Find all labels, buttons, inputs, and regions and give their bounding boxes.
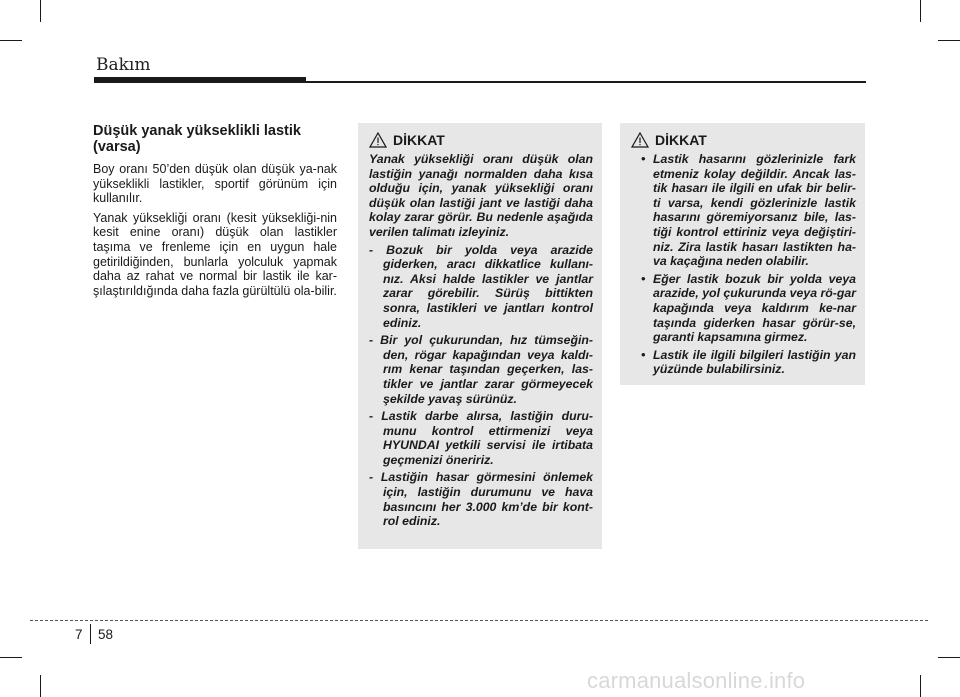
bullet: • [641, 347, 646, 362]
crop-mark [0, 40, 22, 41]
crop-mark [40, 675, 41, 697]
crop-mark [938, 657, 960, 658]
warning-triangle-icon [631, 132, 649, 148]
page-number: 58 [98, 627, 114, 642]
left-column [93, 123, 337, 303]
list-item: - Bozuk bir yolda veya arazide giderken, aracı dikkatlice kullanı-nız. Aksi halde lastikler ve jantlar zarar görebilir. Sürüş bittikten sonra, lastikleri ve jantları kontrol ediniz. [369, 242, 593, 330]
list-item [631, 272, 856, 345]
bullet: • [641, 271, 646, 286]
caution-header [369, 132, 593, 148]
list-item [631, 348, 856, 377]
watermark: carmanualsonline.info [587, 668, 806, 693]
page-number-separator [90, 624, 91, 644]
caution-header [631, 132, 856, 148]
chapter-number: 7 [75, 627, 83, 642]
list-item-text: Eğer lastik bozuk bir yolda veya arazide, yol çukurunda veya rö-gar kapağında veya kaldırım ke-nar taşında giderken hasar görür-se, garanti kapsamına girmez. [653, 271, 856, 345]
footer-rule [30, 620, 928, 621]
caution-title: DİKKAT [393, 132, 445, 148]
caution-box [620, 123, 865, 385]
page-title: Bakım [96, 55, 151, 75]
crop-mark [920, 675, 921, 697]
list-item [631, 152, 856, 269]
caution-list [369, 243, 593, 529]
crop-mark [938, 40, 960, 41]
list-item: - Lastik darbe alırsa, lastiğin duru-munu kontrol ettirmenizi veya HYUNDAI yetkili servisi ile irtibata geçmenizi öneririz. [369, 409, 593, 467]
list-item-text: Lastik hasarını gözlerinizle fark etmeniz kolay değildir. Ancak las-tik hasarı ile ilgili en ufak bir belir-ti varsa, kendi gözlerinizle lastik hasarını göremiyorsanız bile, las-tiği kontrol ettiriniz veya değiştiri-niz. Zira lastik hasarı lastikten ha-va kaçağına neden olabilir. [653, 152, 856, 269]
bullet: • [641, 152, 646, 166]
list-item-text: Lastik ile ilgili bilgileri lastiğin yan yüzünde bulabilirsiniz. [653, 347, 856, 377]
list-item: - Lastiğin hasar görmesini önlemek için, lastiğin durumunu ve hava basıncını her 3.000 km’de bir kont-rol ediniz. [369, 470, 593, 529]
crop-mark [40, 0, 41, 22]
list-item: - Bir yol çukurundan, hız tümseğin-den, rögar kapağından veya kaldı-rım kenar taşından geçerken, las-tikler ve jantlar zarar görmeyecek şekilde yavaş sürünüz. [369, 333, 593, 406]
caution-box [358, 123, 602, 549]
paragraph: Boy oranı 50’den düşük olan düşük ya-nak yükseklikli lastikler, sportif görünüm için kullanılır. [93, 162, 337, 206]
header-rule-thin [306, 81, 866, 83]
caution-title: DİKKAT [655, 132, 707, 148]
crop-mark [0, 657, 22, 658]
caution-list [631, 152, 856, 377]
section-title: Düşük yanak yükseklikli lastik (varsa) [93, 123, 301, 155]
warning-triangle-icon [369, 132, 387, 148]
caution-intro: Yanak yüksekliği oranı düşük olan lastiğin yanağı normalden daha kısa olduğu için, yanak yüksekliği oranı düşük olan lastiği jant ve lastiği daha kolay zarar görür. Bu nedenle aşağıda verilen talimatı izleyiniz. [369, 152, 593, 239]
header-rule-thick [94, 77, 306, 83]
crop-mark [920, 0, 921, 22]
paragraph: Yanak yüksekliği oranı (kesit yüksekliği-nin kesit enine oranı) düşük olan lastikler taşıma ve frenleme için en uygun hale getirildiğinden, bunlarla yolculuk yapmak daha az rahat ve normal bir lastik ile kar-şılaştırıldığında daha fazla gürültülü ola-bilir. [93, 210, 337, 298]
